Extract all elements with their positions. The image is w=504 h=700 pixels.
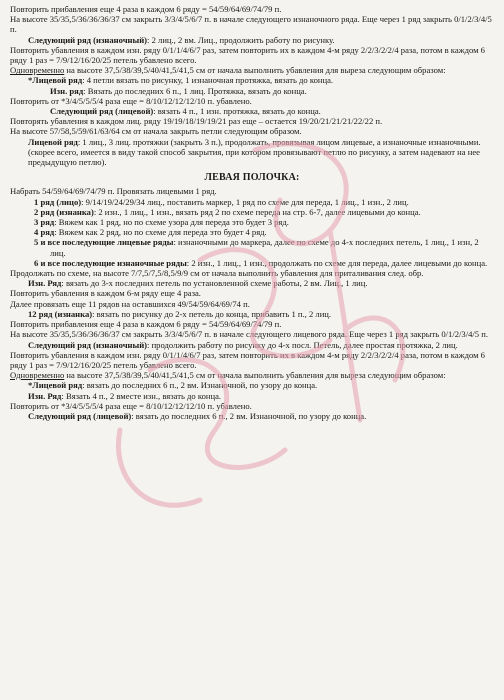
paragraph-text: : вязать до последних 6 п., 2 вм. Изнаночной, по узору до конца. — [131, 410, 367, 421]
underlined-term: Одновременно — [10, 65, 65, 76]
row-label: *Лицевой ряд — [28, 75, 83, 86]
paragraph-text: Повторить убавления в каждом 6-м ряду еще 4 раза. — [10, 288, 201, 299]
paragraph — [10, 207, 494, 217]
paragraph-text: На высоте 35/35,5/36/36/36/37 см закрыть 3/3/4/5/6/7 п. в начале следующего изнаночного ряда. Еще через 1 ряд закрыть 0/1/2/3/4/5 п. — [10, 14, 492, 35]
row-label: 6 и все последующие изнаночные ряды — [34, 257, 187, 268]
row-label: Лицевой ряд — [28, 136, 78, 147]
paragraph-text: : вязать 4 п., 1 изн. протяжка, вязать до конца. — [153, 106, 321, 117]
row-label: Следующий ряд (лицевой) — [50, 106, 154, 117]
row-label: 4 ряд — [34, 227, 55, 238]
paragraph — [10, 75, 494, 85]
paragraph — [10, 65, 494, 75]
paragraph-text: Повторять убавления в каждом лиц. ряду 19/19/18/19/19/21 раз еще – остается 19/20/21/21/21/22/22 п. — [10, 116, 383, 127]
paragraph — [10, 137, 494, 168]
paragraph-text: Повторить от *3/4/5/5/5/4 раза еще = 8/10/12/12/12/10 п. убавлено. — [10, 400, 252, 411]
paragraph-text: Повторить убавления в каждом изн. ряду 0/1/1/4/6/7 раз, затем повторить их в каждом 4-м ряду 2/2/3/2/2/4 раза, потом в каждом 6 ряду 1 раз = 7/9/12/16/20/25 петель убавлено всего. — [10, 44, 485, 66]
paragraph-text: Повторить убавления в каждом изн. ряду 0/1/1/4/6/7 раз, затем повторить их в каждом 4-м ряду 2/2/3/2/2/4 раза, потом в каждом 6 ряду 1 раз = 7/9/12/16/20/25 петель убавлено всего. — [10, 349, 485, 370]
paragraph-text: : продолжить работу по рисунку до 4-х посл. Петель, далее простая протяжка, 2 лиц. — [147, 339, 458, 350]
paragraph — [10, 4, 494, 14]
paragraph — [10, 350, 494, 370]
paragraph — [10, 197, 494, 207]
section-title: ЛЕВАЯ ПОЛОЧКА: — [204, 172, 300, 184]
paragraph-text: Повторить от *3/4/5/5/5/4 раза еще = 8/10/12/12/12/10 п. убавлено. — [10, 95, 252, 106]
paragraph — [10, 411, 494, 421]
paragraph — [10, 268, 494, 278]
paragraph-text: : 2 лиц., 2 вм. Лиц., продолжить работу по рисунку. — [147, 34, 335, 45]
text-block-left-front — [10, 186, 494, 421]
paragraph — [10, 340, 494, 350]
paragraph-text: На высоте 57/58,5/59/61/63/64 см от начала закрыть петли следующим образом. — [10, 126, 302, 137]
paragraph-text: Далее провязать еще 11 рядов на оставшихся 49/54/59/64/69/74 п. — [10, 298, 250, 309]
paragraph — [10, 319, 494, 329]
paragraph — [10, 106, 494, 116]
paragraph — [10, 237, 494, 257]
paragraph-text: : 4 петли вязать по рисунку, 1 изнаночная протяжка, вязать до конца. — [82, 75, 334, 86]
paragraph-text: : 1 лиц., 3 лиц. протяжки (закрыть 3 п.), продолжать, провязывая лицом лицевые, а изнаночные изнаночными. (скорее всего, имеется в виду такой способ закрытия, при котором провязывают петлю по рисунку, а затем надевают на нее предыдущую петлю). — [28, 136, 481, 168]
paragraph — [10, 258, 494, 268]
paragraph — [10, 309, 494, 319]
paragraph — [10, 288, 494, 298]
paragraph-text: Набрать 54/59/64/69/74/79 п. Провязать лицевыми 1 ряд. — [10, 186, 217, 197]
paragraph — [10, 227, 494, 237]
row-label: 5 и все последующие лицевые ряды — [34, 237, 174, 248]
paragraph — [10, 186, 494, 196]
paragraph — [10, 45, 494, 65]
paragraph — [10, 299, 494, 309]
row-label: Следующий ряд (лицевой) — [28, 410, 132, 421]
paragraph-text: : изнаночными до маркера, далее по схеме до 4-х последних петель, 1 лиц., 1 изн, 2 лиц. — [50, 237, 479, 258]
paragraph-text: Повторить прибавления еще 4 раза в каждом 6 ряду = 54/59/64/69/74/79 п. — [10, 4, 282, 14]
paragraph — [10, 278, 494, 288]
row-label: *Лицевой ряд — [28, 380, 83, 391]
paragraph-text: : 9/14/19/24/29/34 лиц., поставить маркер, 1 ряд по схеме для переда, 1 лиц., 1 изн., 2 лиц. — [81, 196, 409, 207]
paragraph-text: : 2 изн., 1 лиц., 1 изн., вязать ряд 2 по схеме переда на стр. 6-7, далее лицевыми до конца. — [93, 206, 421, 217]
paragraph-text: : Вяжем как 2 ряд, но по схеме для переда это будет 4 ряд. — [54, 227, 267, 238]
paragraph — [10, 96, 494, 106]
row-label: Следующий ряд (изнаночный) — [28, 34, 148, 45]
paragraph — [10, 14, 494, 34]
paragraph — [10, 391, 494, 401]
paragraph-text: на высоте 37,5/38/39,5/40/41,5/41,5 см от начала выполнить убавления для выреза следующим образом: — [64, 65, 446, 76]
paragraph — [10, 35, 494, 45]
paragraph-text: На высоте 35/35,5/36/36/36/37 см закрыть 3/3/4/5/6/7 п. в начале следующего лицевого ряда. Еще через 1 ряд закрыть 0/1/2/3/4/5 п. — [10, 329, 488, 340]
row-label: 2 ряд (изнанка) — [34, 206, 94, 217]
paragraph — [10, 86, 494, 96]
paragraph-text: : Вязать 4 п., 2 вместе изн., вязать до конца. — [61, 390, 222, 401]
row-label: Изн. Ряд — [28, 278, 62, 289]
row-label: Изн. ряд — [50, 85, 84, 96]
paragraph-text: : вязать по рисунку до 2-х петель до конца, прибавить 1 п., 2 лиц. — [92, 308, 332, 319]
paragraph-text: : Вяжем как 1 ряд, но по схеме узора для переда это будет 3 ряд. — [54, 217, 289, 228]
paragraph — [10, 370, 494, 380]
paragraph-text: : вязать до последних 6 п., 2 вм. Изнаночной, по узору до конца. — [82, 380, 318, 391]
paragraph-text: Повторить прибавления еще 4 раза в каждом 6 ряду = 54/59/64/69/74/79 п. — [10, 319, 282, 330]
row-label: Изн. Ряд — [28, 390, 62, 401]
paragraph — [10, 401, 494, 411]
row-label: 3 ряд — [34, 217, 55, 228]
paragraph — [10, 126, 494, 136]
paragraph — [10, 116, 494, 126]
row-label: 1 ряд (лицо) — [34, 196, 82, 207]
paragraph-text: : вязать до 3-х последних петель по установленной схеме работы, 2 вм. Лиц., 1 лиц. — [61, 278, 368, 289]
paragraph — [10, 329, 494, 339]
underlined-term: Одновременно — [10, 370, 65, 381]
text-block-back-continued — [10, 4, 494, 167]
paragraph-text: : 2 изн., 1 лиц., 1 изн., продолжать по схеме для переда, далее лицевыми до конца. — [186, 257, 488, 268]
paragraph-text: Продолжать по схеме, на высоте 7/7,5/7,5/8,5/9/9 см от начала выполнить убавления для приталивания след. обр. — [10, 268, 424, 279]
paragraph — [10, 380, 494, 390]
row-label: 12 ряд (изнанка) — [28, 308, 93, 319]
paragraph-text: на высоте 37,5/38/39,5/40/41,5/41,5 см от начала выполнить убавления для выреза следующим образом: — [64, 370, 446, 381]
paragraph — [10, 217, 494, 227]
paragraph-text: : Вязать до последних 6 п., 1 лиц. Протяжка, вязать до конца. — [83, 85, 307, 96]
row-label: Следующий ряд (изнаночный) — [28, 339, 148, 350]
